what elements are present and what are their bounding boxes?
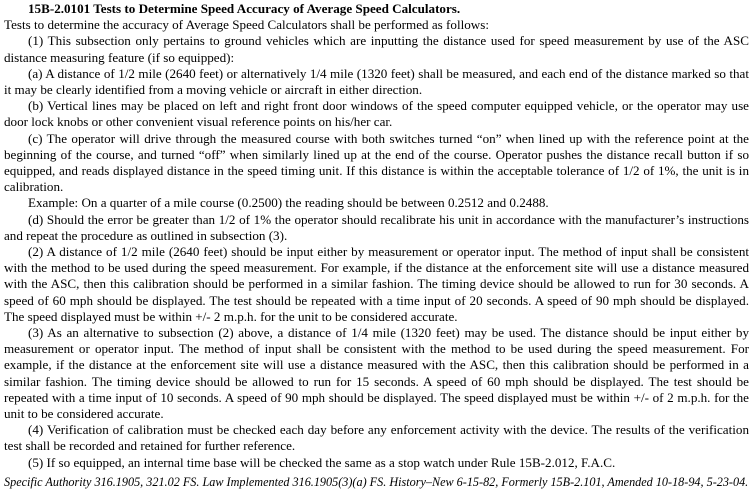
paragraph-5: (5) If so equipped, an internal time base will be checked the same as a stop watch under Rule 15B-2.012, F.A.C. [28, 454, 616, 470]
rule-intro: Tests to determine the accuracy of Average Speed Calculators shall be performed as follows: [4, 17, 489, 33]
paragraph-1d: (d) Should the error be greater than 1/2 of 1% the operator should recalibrate his unit in accordance with the manufacturer’s instructions and repeat the procedure as outlined in subsection (3). [4, 211, 749, 243]
paragraph-example: Example: On a quarter of a mile course (0.2500) the reading should be between 0.2512 and 0.2488. [28, 195, 549, 211]
paragraph-1a: (a) A distance of 1/2 mile (2640 feet) or alternatively 1/4 mile (1320 feet) shall be measured, and each end of the distance marked so that it may be clearly identified from a moving vehicle or aircraft in either direction. [4, 65, 749, 98]
paragraph-3: (3) As an alternative to subsection (2) above, a distance of 1/4 mile (1320 feet) may be used. The distance should be input either by measurement or operator input. The method of input shall be consistent with the method to be used during the speed measurement. For example, if the distance at the enforcement site will use a distance measured with the ASC, then this calibration should be performed in a similar fashion. The timing device should be allowed to run for 15 seconds. A speed of 60 mph should be displayed. The test should be repeated with a time input of 10 seconds. A speed of 90 mph should be displayed. The speed displayed must be within +/- of 2 m.p.h. for the unit to be considered accurate. [4, 325, 749, 422]
paragraph-1b: (b) Vertical lines may be placed on left and right front door windows of the speed computer equipped vehicle, or the operator may use door lock knobs or other convenient visual reference points on his/her car. [4, 98, 749, 130]
paragraph-1c: (c) The operator will drive through the measured course with both switches turned “on” when lined up with the reference point at the beginning of the course, and turned “off” when similarly lined up at the end of the course. Operator pushes the distance recall button if so equipped, and reads displayed distance in the speed timing unit. If this distance is within the acceptable tolerance of 1/2 of 1%, the unit is in calibration. [4, 130, 749, 195]
paragraph-2: (2) A distance of 1/2 mile (2640 feet) should be input either by measurement or operator input. The method of input shall be consistent with the method to be used during the speed measurement. For example, if the distance at the enforcement site will use a distance measured with the ASC, then this calibration should be performed in a similar fashion. The timing device should be allowed to run for 30 seconds. A speed of 60 mph should be displayed. The test should be repeated with a time input of 20 seconds. A speed of 90 mph should be displayed. The speed displayed must be within +/- 2 m.p.h. for the unit to be considered accurate. [4, 244, 749, 324]
paragraph-4: (4) Verification of calibration must be checked each day before any enforcement activity with the device. The results of the verification test shall be recorded and retained for further reference. [4, 422, 749, 454]
rule-history: Specific Authority 316.1905, 321.02 FS. Law Implemented 316.1905(3)(a) FS. History–New 6-15-82, Formerly 15B-2.101, Amended 10-18-94, 5-23-04. [4, 474, 749, 489]
paragraph-1: (1) This subsection only pertains to ground vehicles which are inputting the distance used for speed measurement by use of the ASC distance measuring feature (if so equipped): [4, 33, 749, 65]
rule-title: 15B-2.0101 Tests to Determine Speed Accuracy of Average Speed Calculators. [28, 1, 461, 16]
